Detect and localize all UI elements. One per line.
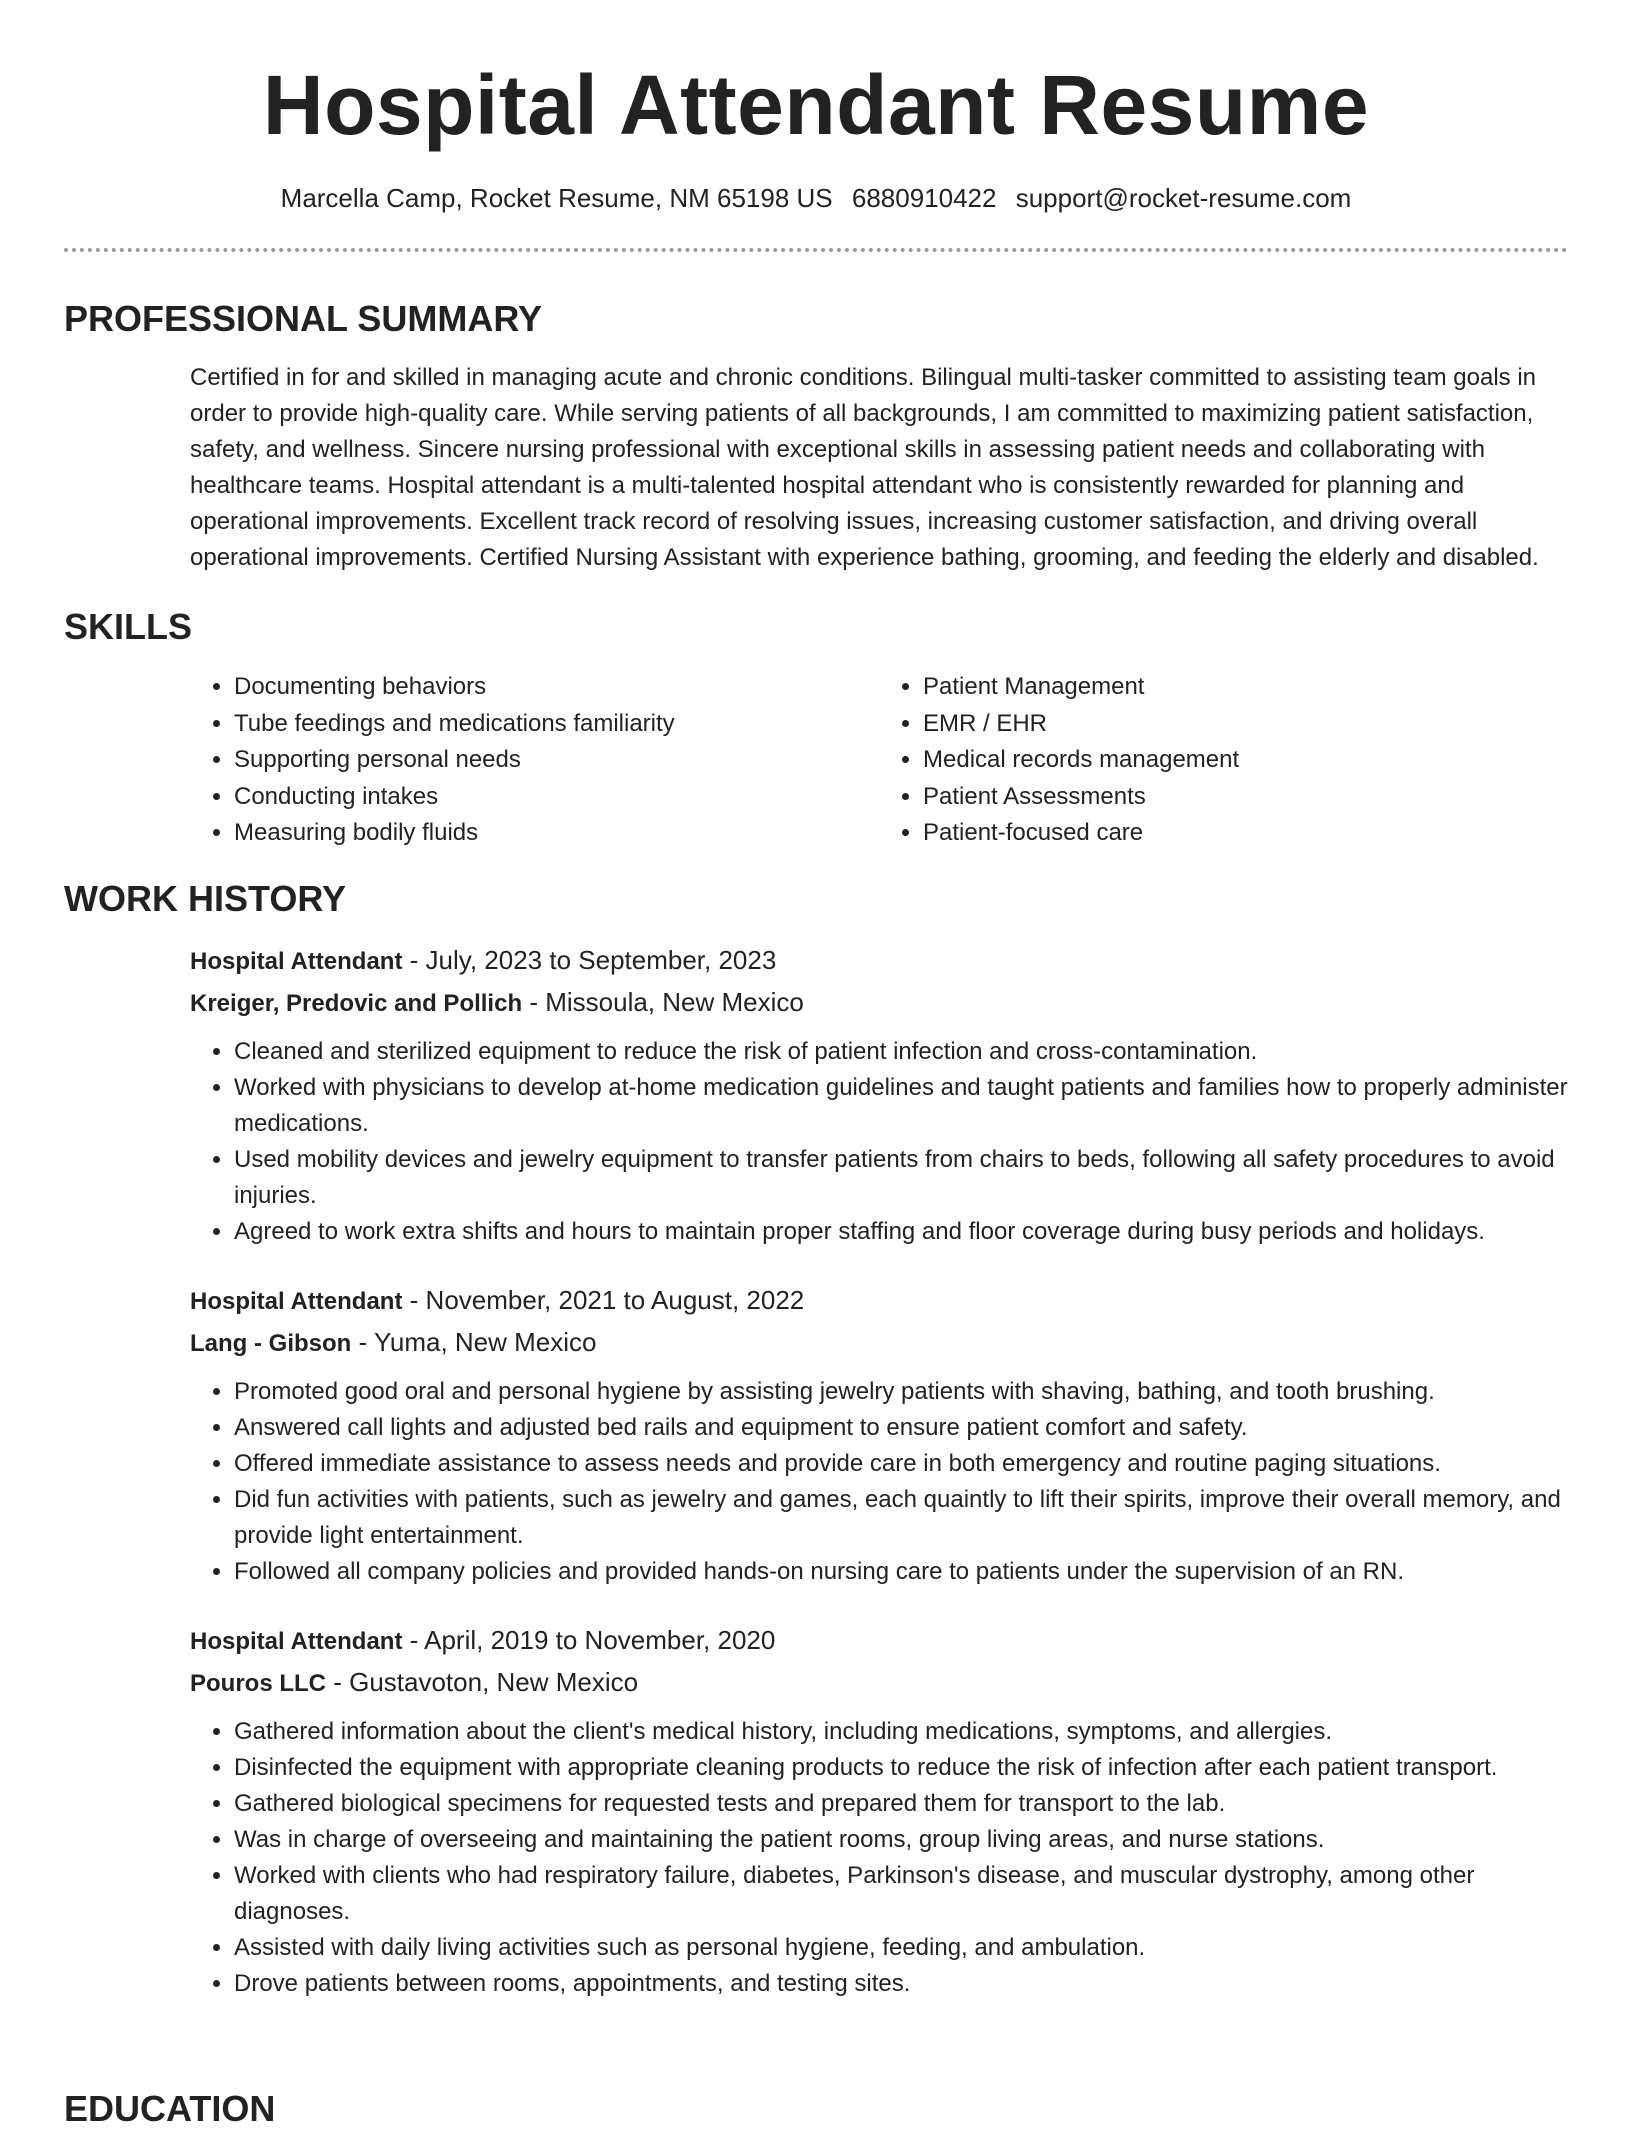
job-company: Kreiger, Predovic and Pollich [190, 989, 523, 1017]
job-title: Hospital Attendant [190, 1287, 403, 1315]
job-bullets [190, 1374, 1568, 1590]
job-title: Hospital Attendant [190, 947, 403, 975]
job-company: Pouros LLC [190, 1669, 326, 1697]
job-title: Hospital Attendant [190, 1627, 403, 1655]
job-bullets [190, 1714, 1568, 2002]
job-entry [190, 1280, 1568, 1590]
job-company-line [190, 982, 1568, 1024]
skill-item: • Patient Management [923, 669, 1568, 706]
contact-line [0, 183, 1632, 214]
list-item: • Answered call lights and adjusted bed rails and equipment to ensure patient comfort and safety. [234, 1410, 1568, 1446]
list-item: • Used mobility devices and jewelry equipment to transfer patients from chairs to beds, following all safety procedures to avoid injuries. [234, 1142, 1568, 1214]
skill-item: • Medical records management [923, 742, 1568, 779]
work-history-section [64, 878, 1568, 2002]
job-title-line [190, 1620, 1568, 1662]
list-item: • Worked with clients who had respiratory failure, diabetes, Parkinson's disease, and muscular dystrophy, among other diagnoses. [234, 1858, 1568, 1930]
contact-email: support@rocket-resume.com [1015, 183, 1352, 213]
contact-address: Marcella Camp, Rocket Resume, NM 65198 US [280, 183, 833, 213]
skill-item: • Documenting behaviors [234, 669, 879, 706]
list-item: • Worked with physicians to develop at-home medication guidelines and taught patients and families how to properly administer medications. [234, 1070, 1568, 1142]
list-item: • Assisted with daily living activities such as personal hygiene, feeding, and ambulation. [234, 1930, 1568, 1966]
list-item: • Agreed to work extra shifts and hours to maintain proper staffing and floor coverage during busy periods and holidays. [234, 1214, 1568, 1250]
skills-heading: SKILLS [64, 606, 193, 647]
job-entry [190, 940, 1568, 1250]
job-location: - Yuma, New Mexico [351, 1326, 597, 1357]
skill-item: • Tube feedings and medications familiarity [234, 706, 879, 743]
job-company-line [190, 1662, 1568, 1704]
skills-section [64, 606, 1568, 852]
list-item: • Gathered information about the client's medical history, including medications, symptoms, and allergies. [234, 1714, 1568, 1750]
skill-item: • Patient Assessments [923, 779, 1568, 816]
list-item: • Offered immediate assistance to assess needs and provide care in both emergency and routine paging situations. [234, 1446, 1568, 1482]
skills-grid [190, 669, 1568, 852]
job-title-line [190, 940, 1568, 982]
skills-left-list [190, 669, 879, 852]
list-item: • Cleaned and sterilized equipment to reduce the risk of patient infection and cross-contamination. [234, 1034, 1568, 1070]
skill-item: • Conducting intakes [234, 779, 879, 816]
job-location: - Missoula, New Mexico [522, 986, 804, 1017]
job-dates: - April, 2019 to November, 2020 [402, 1624, 776, 1655]
skill-item: • Measuring bodily fluids [234, 815, 879, 852]
resume-header [0, 0, 1632, 214]
job-company-line [190, 1322, 1568, 1364]
summary-heading: PROFESSIONAL SUMMARY [64, 298, 543, 339]
list-item: • Disinfected the equipment with appropriate cleaning products to reduce the risk of infection after each patient transport. [234, 1750, 1568, 1786]
list-item: • Followed all company policies and provided hands-on nursing care to patients under the supervision of an RN. [234, 1554, 1568, 1590]
education-heading: EDUCATION [64, 2088, 276, 2129]
job-title-line [190, 1280, 1568, 1322]
summary-section [64, 298, 1568, 576]
skills-right-list [879, 669, 1568, 852]
page-title: Hospital Attendant Resume [262, 58, 1370, 152]
job-company: Lang - Gibson [190, 1329, 352, 1357]
header-divider [64, 248, 1568, 252]
summary-text: Certified in for and skilled in managing acute and chronic conditions. Bilingual multi-tasker committed to assisting team goals in order to provide high-quality care. While serving patients of all backgrounds, I am committed to maximizing patient satisfaction, safety, and wellness. Sincere nursing professional with exceptional skills in assessing patient needs and collaborating with healthcare teams. Hospital attendant is a multi-talented hospital attendant who is consistently rewarded for planning and operational improvements. Excellent track record of resolving issues, increasing customer satisfaction, and driving overall operational improvements. Certified Nursing Assistant with experience bathing, grooming, and feeding the elderly and disabled. [190, 364, 1539, 571]
list-item: • Did fun activities with patients, such as jewelry and games, each quaintly to lift their spirits, improve their overall memory, and provide light entertainment. [234, 1482, 1568, 1554]
list-item: • Was in charge of overseeing and maintaining the patient rooms, group living areas, and nurse stations. [234, 1822, 1568, 1858]
contact-phone: 6880910422 [851, 183, 997, 213]
list-item: • Gathered biological specimens for requested tests and prepared them for transport to the lab. [234, 1786, 1568, 1822]
job-location: - Gustavoton, New Mexico [326, 1666, 639, 1697]
work-history-heading: WORK HISTORY [64, 877, 347, 919]
job-dates: - November, 2021 to August, 2022 [402, 1284, 805, 1315]
list-item: • Promoted good oral and personal hygiene by assisting jewelry patients with shaving, bathing, and tooth brushing. [234, 1374, 1568, 1410]
list-item: • Drove patients between rooms, appointments, and testing sites. [234, 1966, 1568, 2002]
skill-item: • Patient-focused care [923, 815, 1568, 852]
job-entry [190, 1620, 1568, 2002]
job-bullets [190, 1034, 1568, 1250]
skill-item: • EMR / EHR [923, 706, 1568, 743]
skill-item: • Supporting personal needs [234, 742, 879, 779]
job-dates: - July, 2023 to September, 2023 [402, 944, 777, 975]
